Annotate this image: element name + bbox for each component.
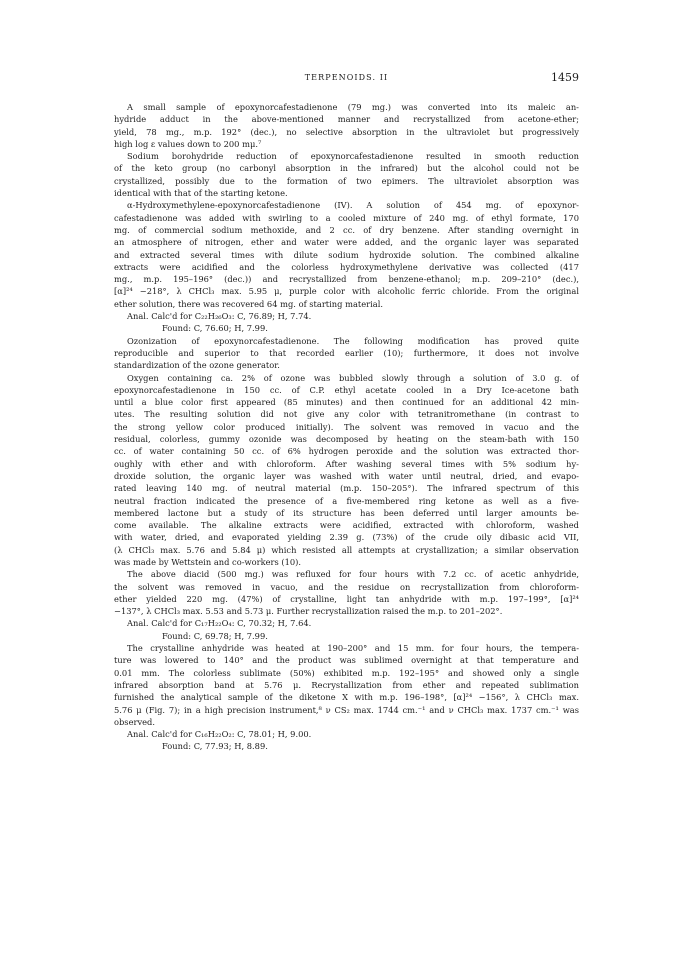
- text-line: ture was lowered to 140° and the product was sublimed overnight at that temperature and: [114, 655, 579, 666]
- running-title: TERPENOIDS. II: [304, 73, 389, 82]
- text-line: The above diacid (500 mg.) was refluxed for four hours with 7.2 cc. of acetic anhydride,: [127, 569, 579, 580]
- text-line: [α]²⁴ −218°, λ CHCl₃ max. 5.95 μ, purple color with alcoholic ferric chloride. From the original: [114, 286, 579, 297]
- text-line: and extracted several times with dilute sodium hydroxide solution. The combined alkaline: [114, 249, 579, 260]
- text-line: Sodium borohydride reduction of epoxynorcafestadienone resulted in smooth reduction: [127, 151, 579, 162]
- text-line: with water, dried, and evaporated yielding 2.39 g. (73%) of the crude oily dibasic acid VII,: [114, 532, 579, 543]
- text-line: (λ CHCl₃ max. 5.76 and 5.84 μ) which resisted all attempts at crystallization; a similar observation: [114, 544, 579, 555]
- text-line: the strong yellow color produced initially). The solvent was removed in vacuo and the: [114, 421, 579, 432]
- text-line: furnished the analytical sample of the diketone X with m.p. 196–198°, [α]²⁴ −156°, λ CHCl₃ max.: [114, 692, 579, 703]
- text-line: Oxygen containing ca. 2% of ozone was bubbled slowly through a solution of 3.0 g. of: [127, 372, 579, 383]
- text-line: yield, 78 mg., m.p. 192° (dec.), no selective absorption in the ultraviolet but progressively: [114, 126, 579, 137]
- text-line: hydride adduct in the above-mentioned manner and recrystallized from acetone-ether;: [114, 114, 579, 125]
- text-line: rated leaving 140 mg. of neutral material (m.p. 150–205°). The infrared spectrum of this: [114, 483, 579, 494]
- text-line: observed.: [114, 716, 155, 727]
- text-line: crystallized, possibly due to the formation of two epimers. The ultraviolet absorption was: [114, 175, 579, 186]
- text-line: Found: C, 69.78; H, 7.99.: [162, 630, 268, 641]
- text-line: droxide solution, the organic layer was washed with water until neutral, dried, and evapo-: [114, 470, 579, 481]
- text-line: reproducible and superior to that recorded earlier (10); furthermore, it does not involve: [114, 347, 579, 358]
- text-line: membered lactone but a study of its structure has been deferred until larger amounts be-: [114, 507, 579, 518]
- text-line: was made by Wettstein and co-workers (10).: [114, 556, 302, 567]
- text-line: of the keto group (no carbonyl absorption in the infrared) but the alcohol could not be: [114, 163, 579, 174]
- page-number: 1459: [551, 71, 579, 84]
- text-line: α-Hydroxymethylene-epoxynorcafestadienone (IV). A solution of 454 mg. of epoxynor-: [127, 200, 579, 211]
- text-line: A small sample of epoxynorcafestadienone (79 mg.) was converted into its maleic an-: [127, 102, 579, 112]
- text-line: 5.76 μ (Fig. 7); in a high precision instrument,⁸ ν CS₂ max. 1744 cm.⁻¹ and ν CHCl₃ max. 1737 cm.⁻¹ was: [114, 704, 579, 715]
- text-line: mg. of commercial sodium methoxide, and 2 cc. of dry benzene. After standing overnight in: [114, 224, 579, 235]
- text-line: Ozonization of epoxynorcafestadienone. The following modification has proved quite: [127, 335, 579, 346]
- text-line: until a blue color first appeared (85 minutes) and then continued for an additional 42 min-: [114, 397, 579, 408]
- text-line: Found: C, 77.93; H, 8.89.: [162, 741, 268, 752]
- text-line: come available. The alkaline extracts were acidified, extracted with chloroform, washed: [114, 520, 579, 531]
- text-line: identical with that of the starting ketone.: [114, 188, 288, 199]
- text-line: ether solution, there was recovered 64 mg. of starting material.: [114, 298, 383, 309]
- text-line: extracts were acidified and the colorless hydroxymethylene derivative was collected (417: [114, 261, 579, 272]
- text-line: cc. of water containing 50 cc. of 6% hydrogen peroxide and the solution was extracted thor-: [114, 446, 579, 457]
- text-line: 0.01 mm. The colorless sublimate (50%) exhibited m.p. 192–195° and showed only a single: [114, 667, 579, 678]
- text-line: high log ε values down to 200 mμ.⁷: [114, 138, 262, 149]
- text-line: The crystalline anhydride was heated at 190–200° and 15 mm. for four hours, the tempera-: [127, 643, 579, 654]
- article-body: [114, 101, 579, 753]
- text-line: Anal. Calc'd for C₂₂H₂₆O₃: C, 76.89; H, 7.74.: [127, 311, 312, 322]
- text-line: Found: C, 76.60; H, 7.99.: [162, 323, 268, 334]
- text-line: mg., m.p. 195–196° (dec.)) and recrystallized from benzene-ethanol; m.p. 209–210° (dec.),: [114, 274, 579, 285]
- text-line: an atmosphere of nitrogen, ether and water were added, and the organic layer was separated: [114, 237, 579, 248]
- text-line: epoxynorcafestadienone in 150 cc. of C.P. ethyl acetate cooled in a Dry Ice-acetone bath: [114, 384, 579, 395]
- text-line: Anal. Calc'd for C₁₇H₂₂O₄: C, 70.32; H, 7.64.: [127, 618, 312, 629]
- page-header: [114, 72, 579, 88]
- text-line: Anal. Calc'd for C₁₆H₂₂O₂: C, 78.01; H, 9.00.: [127, 729, 312, 740]
- text-line: neutral fraction indicated the presence of a five-membered ring ketone as well as a five-: [114, 495, 579, 506]
- text-line: the solvent was removed in vacuo, and the residue on recrystallization from chloroform-: [114, 581, 579, 592]
- text-line: infrared absorption band at 5.76 μ. Recrystallization from ether and repeated sublimation: [114, 679, 579, 690]
- text-line: ether yielded 220 mg. (47%) of crystalline, light tan anhydride with m.p. 197–199°, [α]²⁴: [114, 593, 579, 604]
- text-line: residual, colorless, gummy ozonide was decomposed by heating on the steam-bath with 150: [114, 434, 579, 445]
- text-line: standardization of the ozone generator.: [114, 360, 280, 371]
- text-line: utes. The resulting solution did not give any color with tetranitromethane (in contrast to: [114, 409, 579, 420]
- text-line: cafestadienone was added with swirling to a cooled mixture of 240 mg. of ethyl formate, 170: [114, 212, 579, 223]
- text-line: oughly with ether and with chloroform. After washing several times with 5% sodium hy-: [114, 458, 579, 469]
- text-line: −137°, λ CHCl₃ max. 5.53 and 5.73 μ. Further recrystallization raised the m.p. to 201–202°.: [114, 606, 503, 617]
